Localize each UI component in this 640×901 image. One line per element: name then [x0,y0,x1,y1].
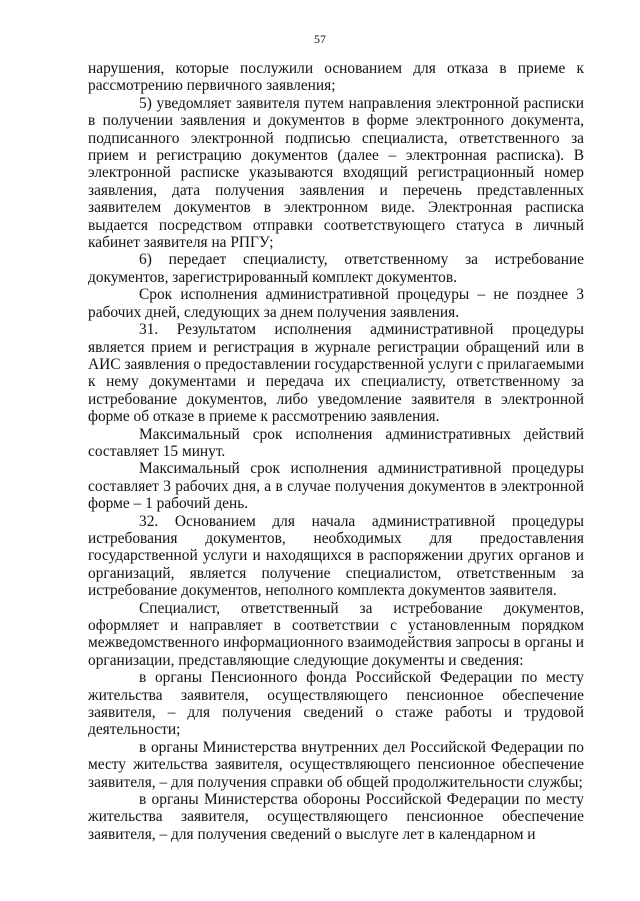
document-body [88,60,584,843]
paragraph-item-5: 5) уведомляет заявителя путем направления электронной расписки в получении заявления и документов в форме электронного документа, подписанного электронной подписью специалиста, ответственного за прием и регистрацию документов (далее – электронная расписка). В электронной расписке указываются входящий регистрационный номер заявления, дата получения заявления и перечень представленных заявителем документов в электронном виде. Электронная расписка выдается посредством отправки соответствующего статуса в личный кабинет заявителя на РПГУ; [88,94,584,252]
paragraph-defense-ministry: в органы Министерства обороны Российской Федерации по месту жительства заявителя, осуществляющего пенсионное обеспечение заявителя, – для получения сведений о выслуге лет в календарном и [88,791,584,843]
page-number: 57 [314,32,326,46]
paragraph-interior-ministry: в органы Министерства внутренних дел Российской Федерации по месту жительства заявителя, осуществляющего пенсионное обеспечение заявителя, – для получения справки об общей продолжительности службы; [88,738,584,791]
paragraph-pension-fund: в органы Пенсионного фонда Российской Федерации по месту жительства заявителя, осуществляющего пенсионное обеспечение заявителя, – для получения сведений о стаже работы и трудовой деятельности; [88,669,584,739]
paragraph-31: 31. Результатом исполнения административной процедуры является прием и регистрация в журнале регистрации обращений или в АИС заявления о предоставлении государственной услуги с прилагаемыми к нему документами и передача их специалисту, ответственному за истребование документов, либо уведомление заявителя в электронной форме об отказе в приеме к рассмотрению заявления. [88,321,584,426]
paragraph-max-time-procedure: Максимальный срок исполнения административной процедуры составляет 3 рабочих дня, а в случае получения документов в электронной форме – 1 рабочий день. [88,460,584,513]
paragraph-specialist: Специалист, ответственный за истребование документов, оформляет и направляет в соответствии с установленным порядком межведомственного информационного взаимодействия запросы в органы и организации, представляющие следующие документы и сведения: [88,599,584,669]
paragraph-continuation: нарушения, которые послужили основанием для отказа в приеме к рассмотрению первичного заявления; [88,60,584,95]
paragraph-item-6: 6) передает специалисту, ответственному за истребование документов, зарегистрированный комплект документов. [88,251,584,286]
paragraph-32: 32. Основанием для начала административной процедуры истребования документов, необходимых для предоставления государственной услуги и находящихся в распоряжении других органов и организаций, является получение специалистом, ответственным за истребование документов, неполного комплекта документов заявителя. [88,512,584,600]
paragraph-max-time-actions: Максимальный срок исполнения административных действий составляет 15 минут. [88,425,584,460]
paragraph-deadline: Срок исполнения административной процедуры – не позднее 3 рабочих дней, следующих за днем получения заявления. [88,286,584,321]
